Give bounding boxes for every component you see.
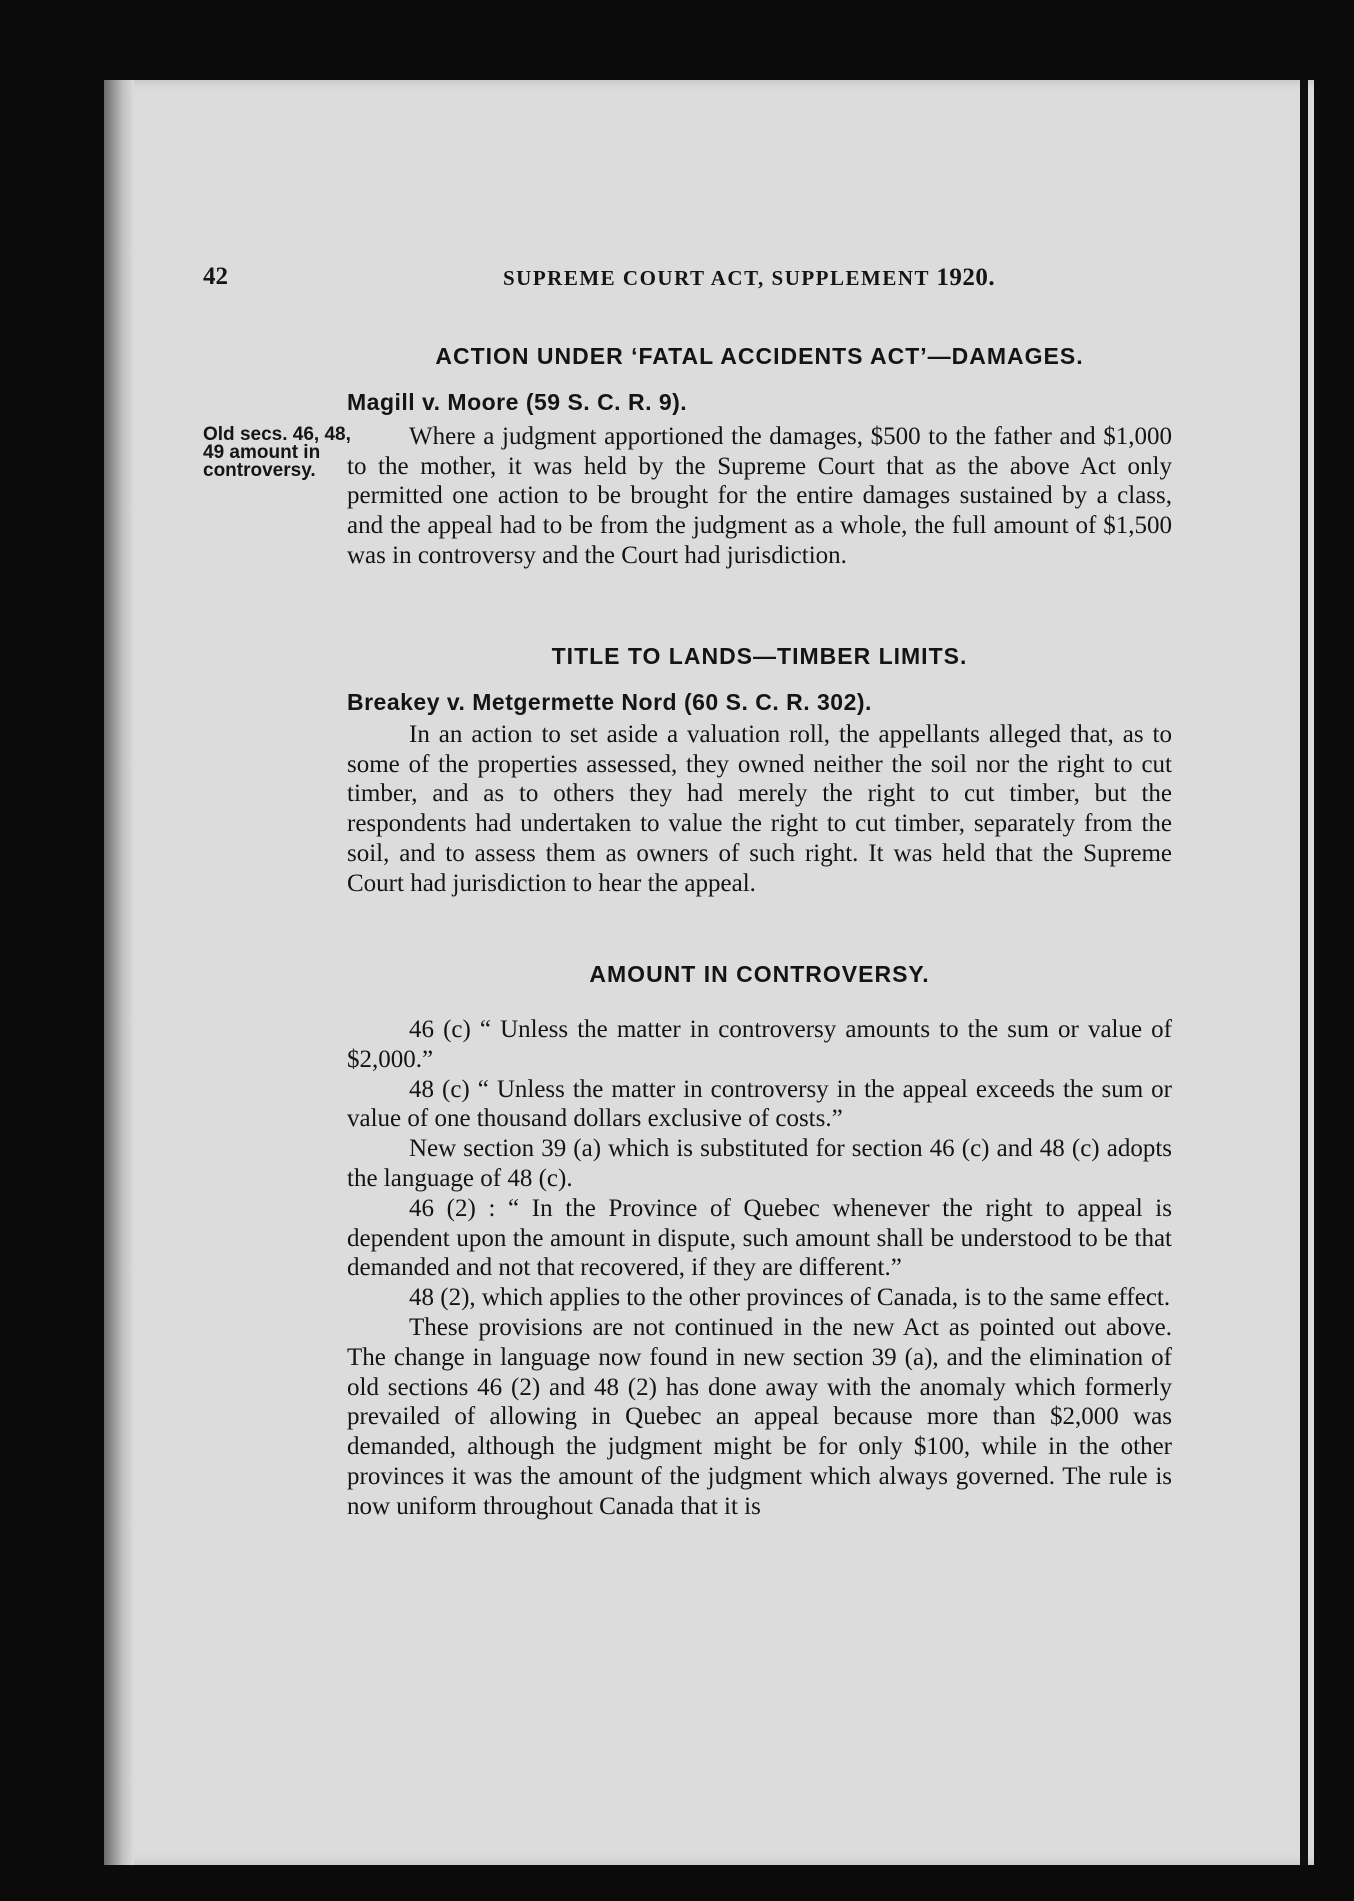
section-heading: ACTION UNDER ‘FATAL ACCIDENTS ACT’—DAMAGES. xyxy=(435,343,1084,369)
paragraph: Where a judgment apportioned the damages, $500 to the father and $1,000 to the mother, it was held by the Supreme Court that as the above Act only permitted one action to be brought for the entire damages sustained by a class, and the appeal had to be from the judgment as a whole, the full amount of $1,500 was in controversy and the Court had jurisdiction. xyxy=(347,422,1172,569)
paragraph: 48 (2), which applies to the other provinces of Canada, is to the same effect. xyxy=(409,1284,1171,1312)
case-title: Magill v. Moore (59 S. C. R. 9). xyxy=(347,389,688,415)
paragraph: In an action to set aside a valuation roll, the appellants alleged that, as to some of the properties assessed, they owned neither the soil nor the right to cut timber, and as to others they had merely the right to cut timber, but the respondents had undertaken to value the right to cut timber, separately from the soil, and to assess them as owners of such right. It was held that the Supreme Court had jurisdiction to hear the appeal. xyxy=(347,720,1172,897)
paragraph: These provisions are not continued in the new Act as pointed out above. The change in language now found in new section 39 (a), and the elimination of old sections 46 (2) and 48 (2) has done away with the anomaly which formerly prevailed of allowing in Quebec an appeal because more than $2,000 was demanded, although the judgment might be for only $100, while in the other provinces it was the amount of the judgment which always governed. The rule is now uniform throughout Canada that it is xyxy=(347,1313,1172,1520)
page-number: 42 xyxy=(203,263,228,290)
section-fatal-accidents xyxy=(347,342,1172,372)
section-title-to-lands xyxy=(347,642,1172,672)
running-title-year: 1920. xyxy=(936,264,996,291)
section-amount-in-controversy-body xyxy=(347,1015,1172,1522)
section-heading: AMOUNT IN CONTROVERSY. xyxy=(589,961,930,987)
section-fatal-accidents-body xyxy=(347,388,1172,571)
section-heading: TITLE TO LANDS—TIMBER LIMITS. xyxy=(551,643,968,669)
margin-note: Old secs. 46, 48, 49 amount in controversy. xyxy=(203,424,351,481)
section-title-to-lands-body xyxy=(347,688,1172,899)
section-amount-in-controversy xyxy=(347,960,1172,990)
running-title: SUPREME COURT ACT, SUPPLEMENT xyxy=(503,266,930,290)
paragraph: New section 39 (a) which is substituted for section 46 (c) and 48 (c) adopts the language of 48 (c). xyxy=(347,1135,1172,1192)
page-edge xyxy=(1300,80,1308,1865)
paragraph: 46 (c) “ Unless the matter in controversy amounts to the sum or value of $2,000.” xyxy=(347,1016,1172,1073)
case-title: Breakey v. Metgermette Nord (60 S. C. R. 302). xyxy=(347,689,872,715)
page-gutter-shadow xyxy=(104,80,134,1865)
paragraph: 48 (c) “ Unless the matter in controversy in the appeal exceeds the sum or value of one thousand dollars exclusive of costs.” xyxy=(347,1075,1172,1133)
paragraph: 46 (2) : “ In the Province of Quebec whenever the right to appeal is dependent upon the amount in dispute, such amount shall be understood to be that demanded and not that recovered, if they are different.” xyxy=(347,1194,1172,1282)
running-header xyxy=(503,264,995,292)
